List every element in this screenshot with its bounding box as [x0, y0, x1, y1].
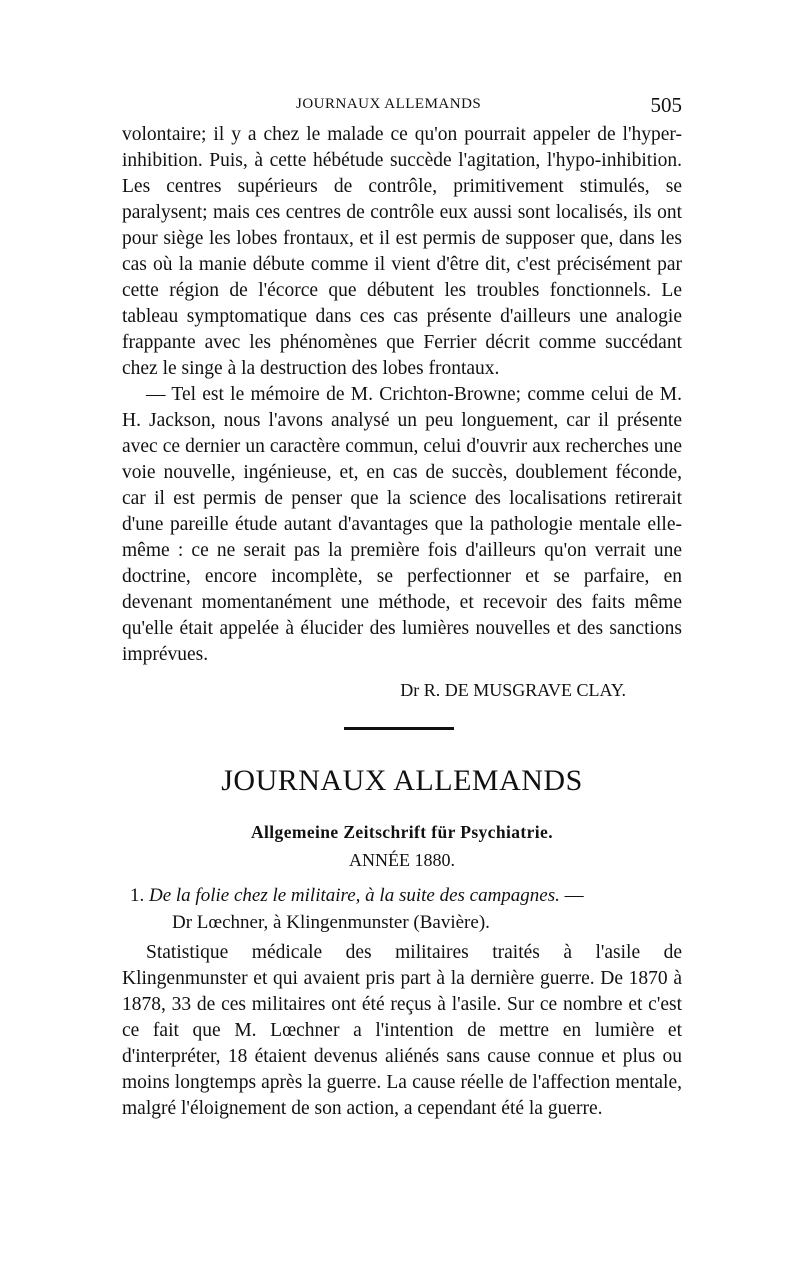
article-heading — [130, 882, 682, 936]
paragraph-conclusion: — Tel est le mémoire de M. Crichton-Browne; comme celui de M. H. Jackson, nous l'avons analysé un peu longuement, car il présente avec ce dernier un caractère commun, celui d'ouvrir aux recherches une voie nouvelle, ingénieuse, et, en cas de succès, doublement féconde, car il est permis de penser que la science des localisations retirerait d'une pareille étude autant d'avantages que la pathologie mentale elle-même : ce ne serait pas la première fois d'ailleurs qu'on verrait une doctrine, encore incomplète, se perfectionner et se parfaire, en devenant momentanément une méthode, et recevoir des faits même qu'elle était appelée à élucider des lumières nouvelles et des sanctions imprévues. — [122, 384, 682, 665]
article-author: Dr Lœchner, à Klingenmunster (Bavière). — [172, 912, 490, 933]
journal-year: ANNÉE 1880. — [349, 850, 455, 870]
running-head — [122, 93, 682, 120]
journal-title: Allgemeine Zeitschrift für Psychiatrie. — [250, 822, 553, 842]
paragraph-continuation: volontaire; il y a chez le malade ce qu'on pourrait appeler de l'hyper-inhibition. Puis, à cette hébétude succède l'agitation, l'hypo-inhibition. Les centres supérieurs de contrôle, primitivement stimulés, se paralysent; mais ces centres de contrôle eux aussi sont localisés, ils ont pour siège les lobes frontaux, et il est permis de supposer que, dans les cas où la manie débute comme il vient d'être dit, c'est précisément par cette région de l'écorce que débutent les troubles fonctionnels. Le tableau symptomatique dans ces cas présente d'ailleurs une analogie frappante avec les phénomènes que Ferrier décrit comme succédant chez le singe à la destruction des lobes frontaux. — [122, 124, 682, 379]
running-title: JOURNAUX ALLEMANDS — [296, 96, 482, 112]
article-body: Statistique médicale des militaires traités à l'asile de Klingenmunster et qui avaient pris part à la dernière guerre. De 1870 à 1878, 33 de ces militaires ont été reçus à l'asile. Sur ce nombre et c'est ce fait que M. Lœchner a l'intention de mettre en lumière et d'interpréter, 18 étaient devenus aliénés sans cause connue et plus ou moins longtemps après la guerre. La cause réelle de l'affection mentale, malgré l'éloignement de son action, a cependant été la guerre. — [122, 942, 682, 1119]
page-number: 505 — [650, 93, 682, 117]
section-title: JOURNAUX ALLEMANDS — [221, 764, 583, 797]
article-dash: — — [564, 885, 584, 906]
article-number: 1. — [130, 885, 145, 906]
section-divider — [344, 727, 454, 730]
article-title: De la folie chez le militaire, à la suite des campagnes. — [149, 885, 560, 906]
author-signature: Dr R. DE MUSGRAVE CLAY. — [400, 680, 626, 700]
